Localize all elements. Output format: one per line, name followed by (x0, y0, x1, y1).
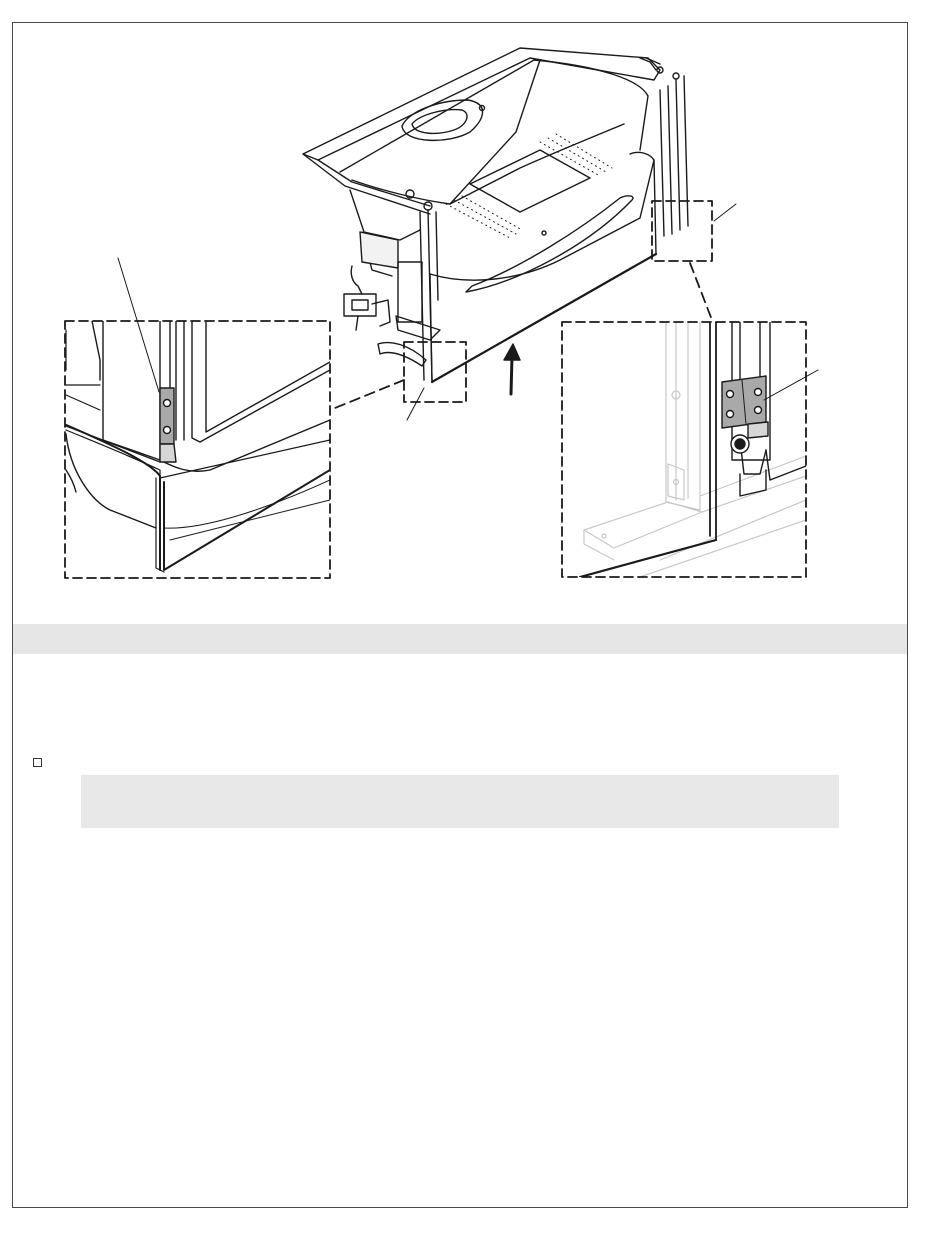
section-heading-band (13, 624, 907, 654)
detail-marker-right (652, 201, 712, 261)
right-detail (562, 322, 818, 577)
bathtub-drawing (303, 48, 736, 420)
step-checkbox[interactable] (33, 758, 42, 767)
left-detail (64, 258, 330, 578)
installation-illustration (0, 0, 950, 600)
note-box (81, 775, 839, 828)
